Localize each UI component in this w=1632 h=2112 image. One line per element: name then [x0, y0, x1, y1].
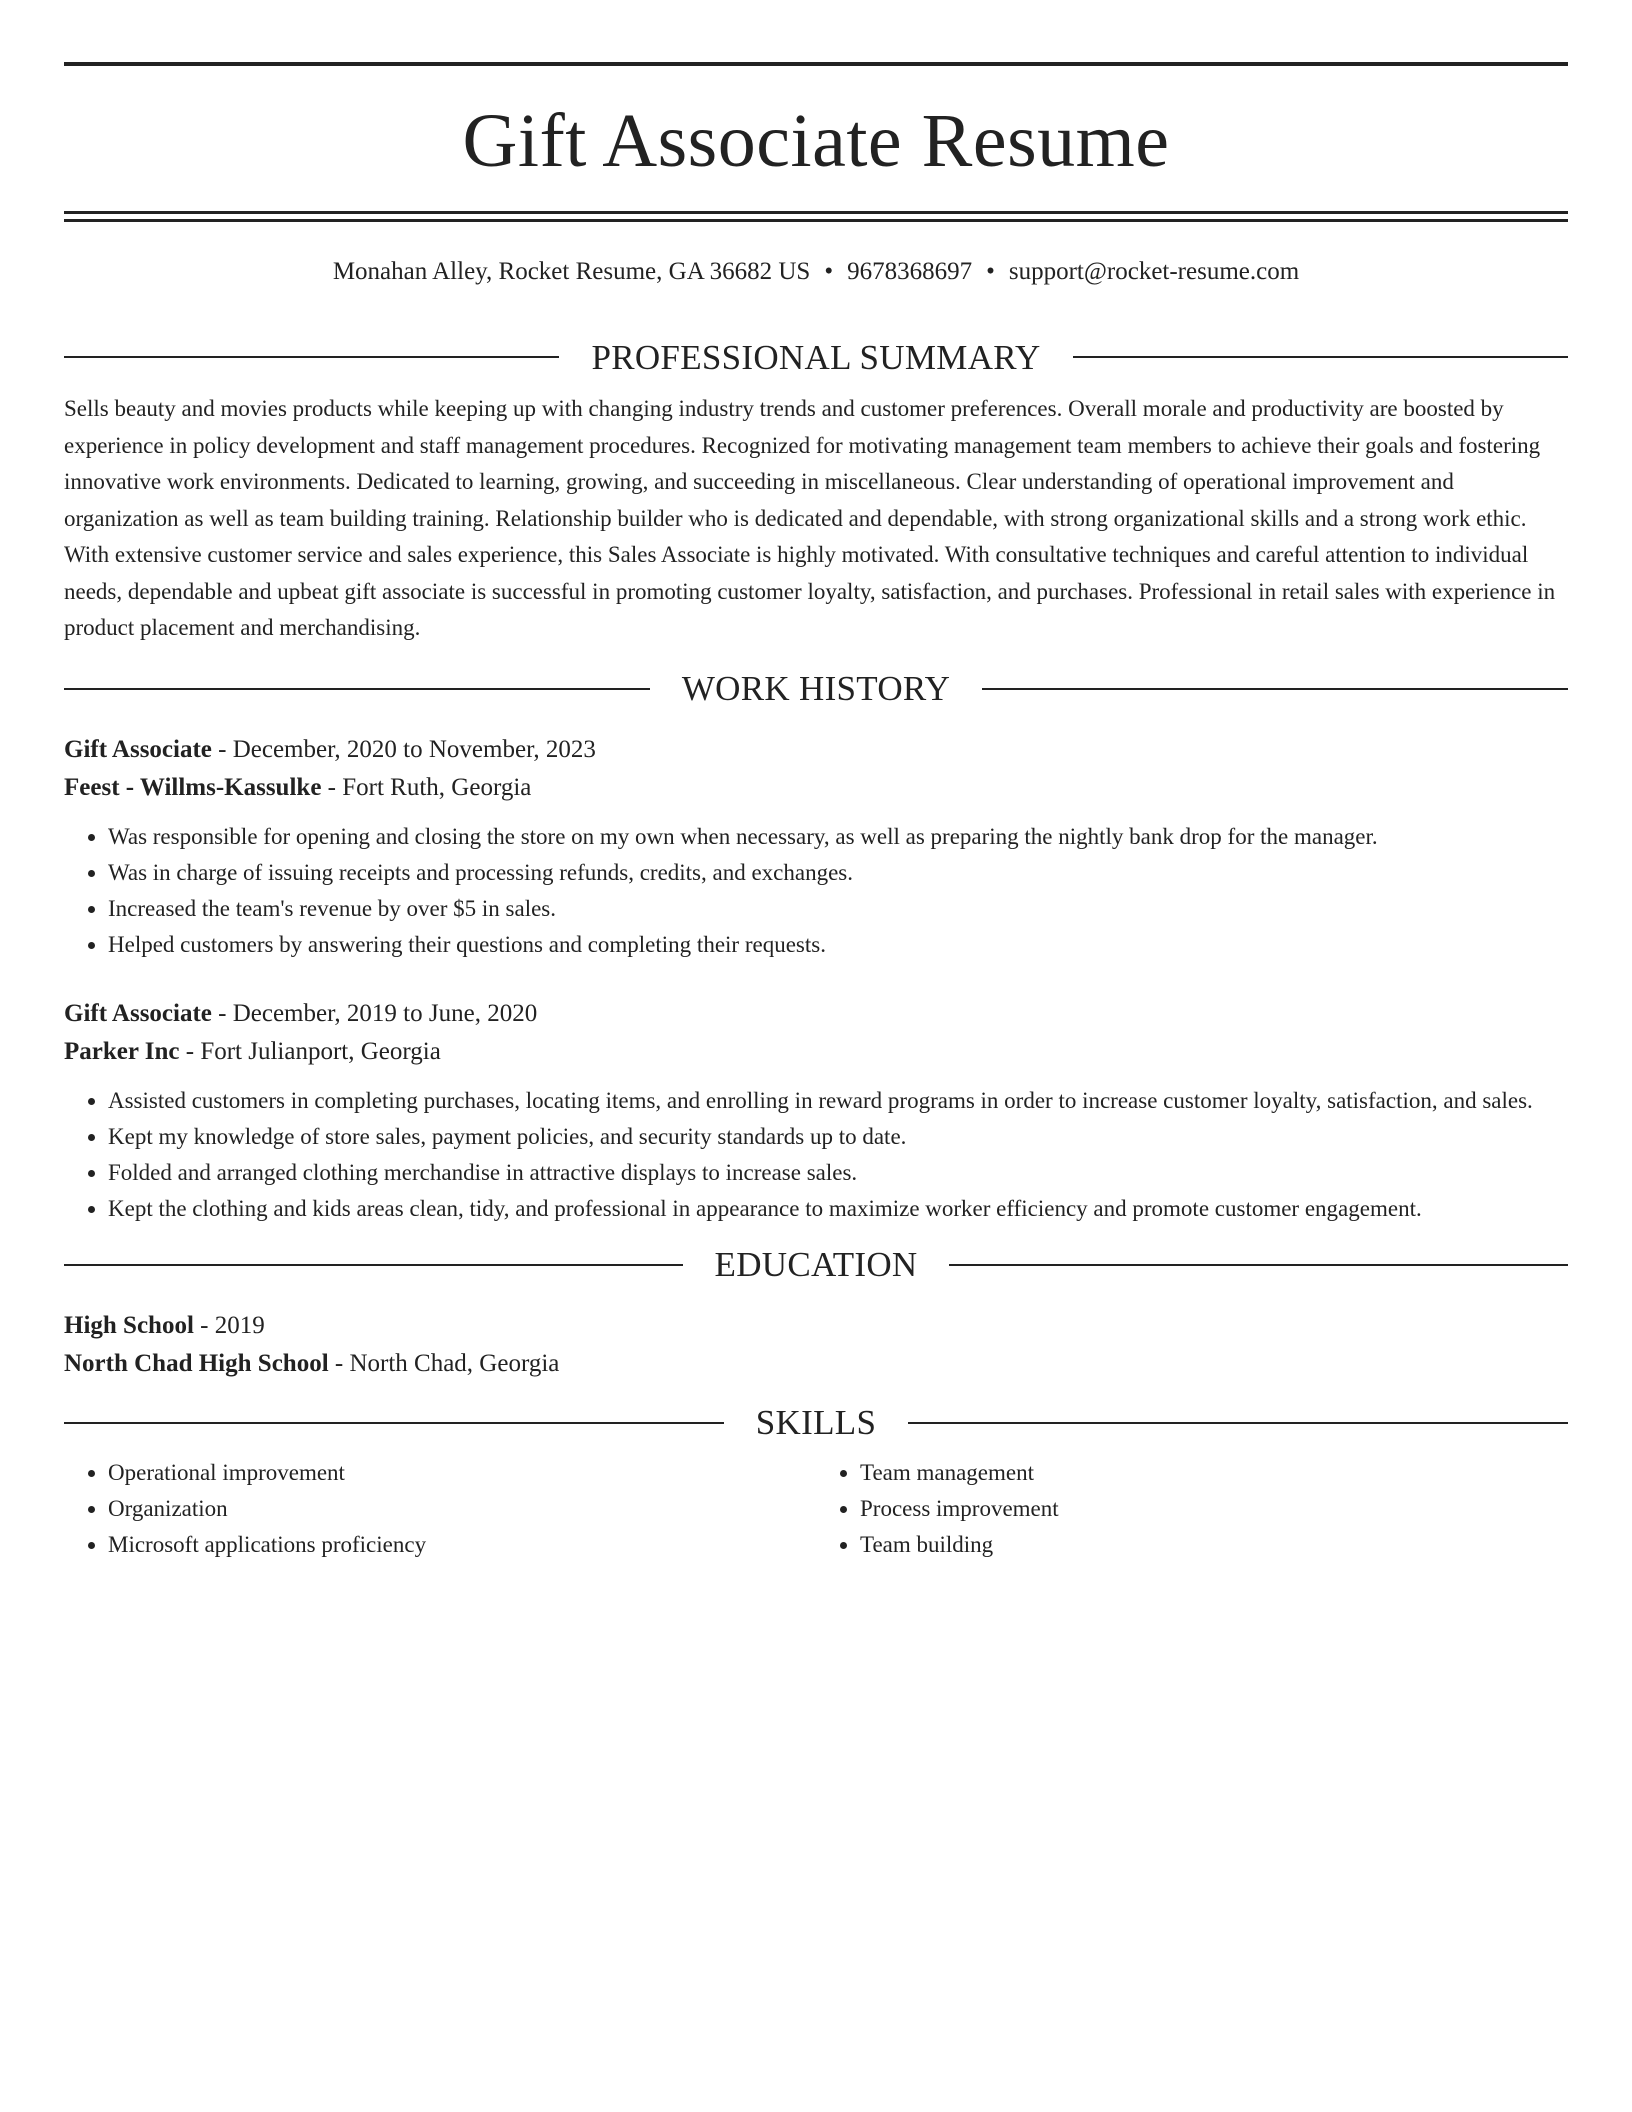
education-year: - 2019: [193, 1311, 265, 1339]
job-dates: - December, 2019 to June, 2020: [211, 999, 538, 1027]
job-title-line: [64, 731, 1568, 769]
list-item: • Folded and arranged clothing merchandise in attractive displays to increase sales.: [108, 1155, 1568, 1191]
job-company-line: [64, 1033, 1568, 1071]
heading-rule-right: [949, 1264, 1568, 1266]
list-item: • Kept my knowledge of store sales, payment policies, and security standards up to date.: [108, 1119, 1568, 1155]
list-item: • Team building: [860, 1527, 1568, 1563]
list-item: • Was responsible for opening and closing the store on my own when necessary, as well as preparing the nightly bank drop for the manager.: [108, 819, 1568, 855]
heading-rule-left: [64, 688, 650, 690]
heading-rule-right: [982, 688, 1568, 690]
list-item: • Operational improvement: [108, 1455, 816, 1491]
heading-rule-right: [908, 1422, 1568, 1424]
education-section-heading: [64, 1245, 1568, 1285]
list-item: • Was in charge of issuing receipts and processing refunds, credits, and exchanges.: [108, 855, 1568, 891]
education-school-line: [64, 1345, 1568, 1383]
title-double-rule: [64, 211, 1568, 222]
job-title-line: [64, 995, 1568, 1033]
education-location: - North Chad, Georgia: [328, 1349, 560, 1377]
job-entry: [64, 995, 1568, 1227]
list-item: • Organization: [108, 1491, 816, 1527]
job-bullet-list: [64, 819, 1568, 963]
job-company: Parker Inc: [64, 1037, 180, 1065]
list-item: • Microsoft applications proficiency: [108, 1527, 816, 1563]
heading-rule-left: [64, 356, 559, 358]
section-title: PROFESSIONAL SUMMARY: [591, 337, 1041, 377]
job-location: - Fort Julianport, Georgia: [179, 1037, 441, 1065]
job-bullet-list: [64, 1083, 1568, 1227]
job-company-line: [64, 769, 1568, 807]
list-item: • Kept the clothing and kids areas clean, tidy, and professional in appearance to maximize worker efficiency and promote customer engagement.: [108, 1191, 1568, 1227]
summary-section-heading: [64, 337, 1568, 377]
skills-section-heading: [64, 1403, 1568, 1443]
education-entry: [64, 1307, 1568, 1383]
section-title: WORK HISTORY: [681, 669, 951, 708]
contact-address: Monahan Alley, Rocket Resume, GA 36682 US: [332, 258, 811, 285]
education-school: North Chad High School: [64, 1349, 329, 1377]
contact-separator: •: [824, 258, 834, 285]
list-item: • Team management: [860, 1455, 1568, 1491]
skills-list-left: [64, 1455, 816, 1563]
list-item: • Helped customers by answering their questions and completing their requests.: [108, 927, 1568, 963]
work-section-heading: [64, 669, 1568, 709]
heading-rule-right: [1073, 356, 1568, 358]
heading-rule-left: [64, 1264, 683, 1266]
job-title: Gift Associate: [64, 999, 212, 1027]
list-item: • Process improvement: [860, 1491, 1568, 1527]
education-degree-line: [64, 1307, 1568, 1345]
section-title: SKILLS: [755, 1403, 877, 1442]
contact-line: [64, 257, 1568, 287]
list-item: • Increased the team's revenue by over $5 in sales.: [108, 891, 1568, 927]
skills-columns: [64, 1455, 1568, 1563]
education-degree: High School: [64, 1311, 194, 1339]
contact-email: support@rocket-resume.com: [1008, 258, 1300, 285]
contact-phone: 9678368697: [847, 258, 973, 285]
summary-paragraph: Sells beauty and movies products while keeping up with changing industry trends and customer preferences. Overall morale and productivity are boosted by experience in policy development and staff management procedures. Recognized for motivating management team members to achieve their goals and fostering innovative work environments. Dedicated to learning, growing, and succeeding in miscellaneous. Clear understanding of operational improvement and organization as well as team building training. Relationship builder who is dedicated and dependable, with strong organizational skills and a strong work ethic. With extensive customer service and sales experience, this Sales Associate is highly motivated. With consultative techniques and careful attention to individual needs, dependable and upbeat gift associate is successful in promoting customer loyalty, satisfaction, and purchases. Professional in retail sales with experience in product placement and merchandising.: [64, 396, 1556, 640]
section-title: EDUCATION: [714, 1245, 918, 1284]
heading-rule-left: [64, 1422, 724, 1424]
job-company: Feest - Willms-Kassulke: [64, 773, 322, 801]
resume-title: Gift Associate Resume: [462, 99, 1170, 183]
skills-list-right: [816, 1455, 1568, 1563]
job-dates: - December, 2020 to November, 2023: [211, 735, 596, 763]
top-rule: [64, 62, 1568, 66]
list-item: • Assisted customers in completing purchases, locating items, and enrolling in reward programs in order to increase customer loyalty, satisfaction, and sales.: [108, 1083, 1568, 1119]
contact-separator: •: [986, 258, 995, 285]
job-title: Gift Associate: [64, 735, 212, 763]
job-location: - Fort Ruth, Georgia: [321, 773, 532, 801]
job-entry: [64, 731, 1568, 963]
